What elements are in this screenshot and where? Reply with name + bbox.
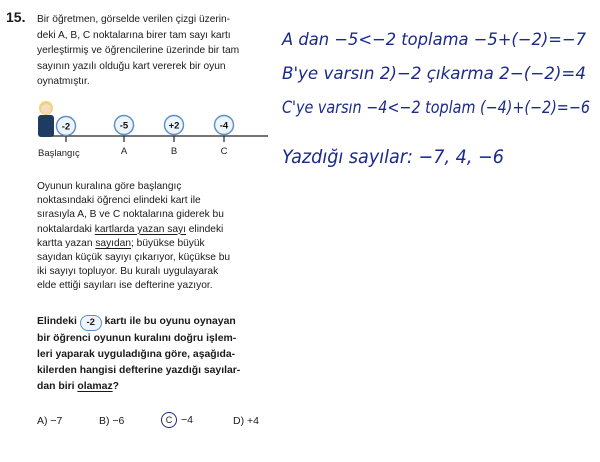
question-line <box>37 314 277 331</box>
inline-card-chip: -2 <box>80 315 102 331</box>
student-figure <box>38 101 54 137</box>
intro-line: Bir öğretmen, görselde verilen çizgi üzerin- <box>37 14 231 25</box>
choice-value: −6 <box>112 415 125 427</box>
choice-value: −7 <box>50 415 63 427</box>
question-line <box>37 379 277 395</box>
intro-paragraph <box>37 12 279 90</box>
question-text: Elindeki <box>37 316 77 327</box>
card-b-label: +2 <box>168 120 180 132</box>
rules-line: iki sayıyı topluyor. Bu kuralı uygulayarak <box>37 266 219 278</box>
handwritten-line: Yazdığı sayılar: −7, 4, −6 <box>282 146 504 168</box>
start-label: Başlangıç <box>38 148 80 159</box>
card-c-label: -4 <box>219 120 229 132</box>
handwritten-line: A dan −5<−2 toplama −5+(−2)=−7 <box>281 30 587 50</box>
choice-value: −4 <box>181 414 193 426</box>
choice-c[interactable] <box>161 412 193 428</box>
point-label-c: C <box>220 146 228 157</box>
choice-letter: A) <box>37 415 48 427</box>
choice-value: +4 <box>247 415 259 427</box>
rules-text: noktalardaki <box>37 223 95 235</box>
question-number: 15. <box>6 9 26 25</box>
intro-line: oynatmıştır. <box>37 76 90 88</box>
number-line-svg <box>30 98 280 168</box>
intro-line: sayının yazılı olduğu kart vererek bir oyun <box>37 60 226 72</box>
circled-choice-letter: C <box>161 412 177 428</box>
underlined-phrase: sayıdan <box>95 237 132 249</box>
question-line: bir öğrenci oyunun kuralını doğru işlem- <box>37 333 237 344</box>
intro-line: deki A, B, C noktalarına birer tam sayı kartı <box>37 29 231 41</box>
rules-line: sırasıyla A, B ve C noktalarına giderek bu <box>37 209 224 221</box>
number-line-figure <box>30 98 280 168</box>
intro-line: yerleştirmiş ve öğrencilerine üzerinde bir tam <box>37 45 240 57</box>
choice-a[interactable] <box>37 415 62 427</box>
rules-text: ; büyükse büyük <box>131 237 205 249</box>
choice-letter: D) <box>233 415 245 427</box>
question-line: leri yaparak uyguladığına göre, aşağıda- <box>37 349 236 360</box>
point-label-b: B <box>170 146 178 157</box>
student-body <box>38 115 54 137</box>
question-text: dan biri <box>37 381 78 392</box>
rules-line <box>37 237 277 251</box>
question-line: kilerden hangisi defterine yazdığı sayılar- <box>37 365 241 376</box>
rules-paragraph <box>37 180 277 294</box>
handwritten-line: B'ye varsın 2)−2 çıkarma 2−(−2)=4 <box>282 64 586 84</box>
handwritten-line: C'ye varsın −4<−2 toplam (−4)+(−2)=−6 <box>282 98 591 118</box>
choice-letter: B) <box>99 415 110 427</box>
choice-d[interactable] <box>233 415 259 427</box>
rules-line: sayıdan küçük sayıyı çıkarıyor, küçükse bu <box>37 252 231 264</box>
rules-text: elindeki <box>185 223 224 235</box>
rules-line: Oyunun kuralına göre başlangıç <box>37 181 182 192</box>
question-text: ? <box>112 381 120 392</box>
rules-line <box>37 223 277 237</box>
card-a-label: -5 <box>119 120 129 132</box>
student-card-label: -2 <box>61 121 71 133</box>
rules-line: elde ettiği sayıları ise defterine yazıyor. <box>37 280 213 292</box>
point-label-a: A <box>120 146 128 157</box>
rules-line: noktasındaki öğrenci elindeki kart ile <box>37 195 201 207</box>
choice-b[interactable] <box>99 415 124 427</box>
underlined-phrase: olamaz <box>77 381 113 392</box>
student-face <box>41 104 51 114</box>
question-text: kartı ile bu oyunu oynayan <box>104 316 236 327</box>
rules-text: kartta yazan <box>37 237 96 249</box>
question-stem <box>37 314 277 395</box>
underlined-phrase: kartlarda yazan sayı <box>94 223 186 235</box>
